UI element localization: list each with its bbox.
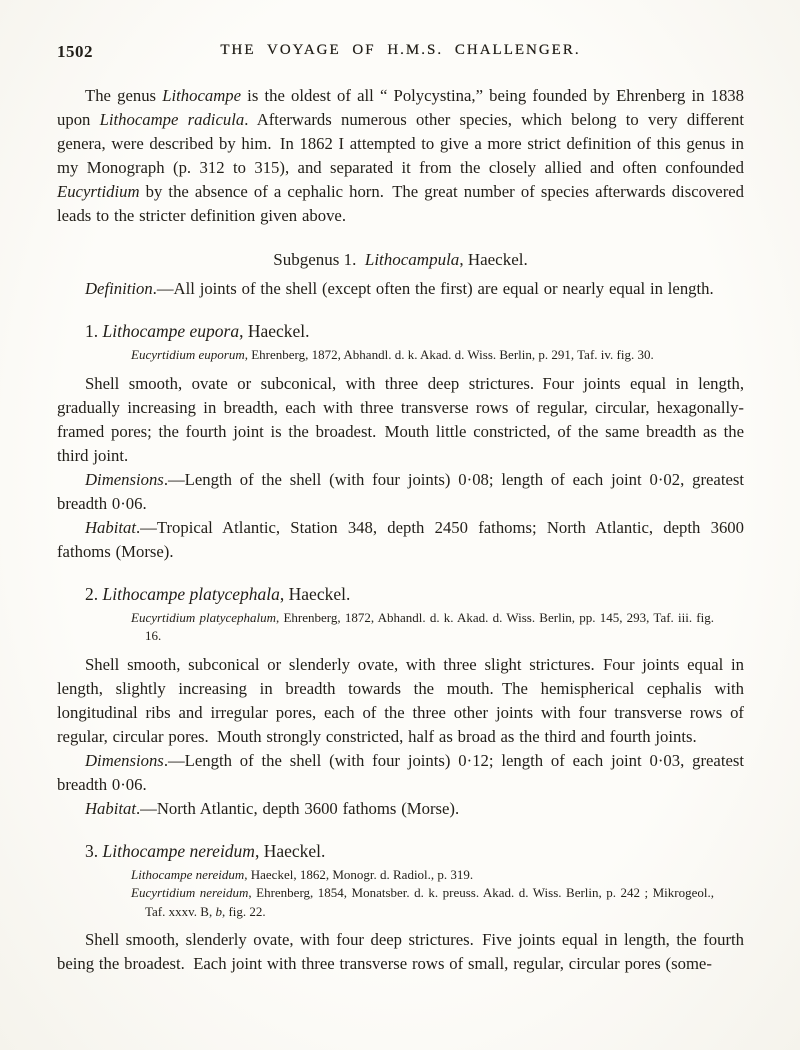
text-segment: .—Length of the shell (with four joints) 0·08; length of each joint 0·02, greatest breadth 0·06.: [57, 469, 744, 513]
italic-text: Dimensions: [85, 469, 164, 489]
text-segment: .—Tropical Atlantic, Station 348, depth 2450 fathoms; North Atlantic, depth 3600 fathoms (Morse).: [57, 517, 744, 561]
italic-text: Eucyrtidium platycephalum: [131, 609, 277, 625]
text-segment: , Haeckel, 1862, Monogr. d. Radiol., p. 319.: [244, 866, 474, 882]
italic-text: Eucyrtidium euporum: [131, 347, 245, 362]
text-segment: .—All joints of the shell (except often the first) are equal or nearly equal in length.: [152, 279, 714, 298]
italic-text: b: [215, 903, 222, 919]
species-1-citations: [57, 346, 744, 365]
species-3-citations: [57, 866, 744, 922]
species-1-dimensions: [57, 468, 744, 516]
species-section-2: [57, 582, 744, 821]
text-segment: Subgenus 1.: [273, 250, 365, 269]
text-segment: 2.: [85, 583, 103, 604]
text-segment: The genus: [85, 86, 163, 105]
italic-text: Lithocampe radicula: [99, 110, 245, 129]
italic-text: Eucyrtidium: [57, 182, 140, 201]
species-section-1: [57, 319, 744, 564]
text-segment: , fig. 22.: [221, 903, 266, 919]
text-segment: is the oldest of all “ Polycystina,” being founded by Ehrenberg in 1838 upon: [57, 86, 744, 129]
definition-paragraph: [57, 277, 744, 301]
text-segment: Shell smooth, subconical or slenderly ovate, with three slight strictures. Four joints equal in length, slightly increasing in breadth towards the mouth. The hemispherical cephalis with longitudinal ribs and irregular pores, each of the three other joints with four transverse rows of regular, circular pores. Mouth strongly constricted, half as broad as the third and fourth joints.: [57, 654, 744, 746]
species-2-dimensions: [57, 749, 744, 797]
species-1-habitat: [57, 516, 744, 564]
italic-text: Lithocampe nereidum: [102, 840, 255, 861]
intro-paragraph: [57, 84, 744, 228]
italic-text: Habitat: [85, 517, 136, 537]
text-segment: , Haeckel.: [459, 250, 528, 269]
subgenus-heading: [57, 248, 744, 272]
species-2-citation: [131, 609, 714, 646]
text-segment: .—North Atlantic, depth 3600 fathoms (Morse).: [136, 798, 460, 818]
italic-text: Eucyrtidium nereidum: [131, 885, 249, 900]
text-segment: , Haeckel.: [239, 321, 310, 341]
italic-text: Lithocampe eupora: [102, 321, 240, 341]
italic-text: Lithocampe platycephala: [102, 583, 280, 604]
species-1-citation: [131, 346, 714, 365]
species-3-citation-1: [131, 866, 714, 885]
italic-text: Lithocampe nereidum: [131, 866, 245, 882]
page-header: [57, 42, 744, 64]
text-segment: by the absence of a cephalic horn. The great number of species afterwards discovered leads to the stricter definition given above.: [57, 182, 744, 225]
text-segment: , Ehrenberg, 1872, Abhandl. d. k. Akad. d. Wiss. Berlin, p. 291, Taf. iv. fig. 30.: [244, 347, 654, 362]
italic-text: Lithocampula: [364, 250, 460, 269]
italic-text: Definition: [85, 279, 153, 298]
italic-text: Habitat: [85, 798, 136, 818]
species-2-heading: [57, 582, 744, 607]
text-segment: , Haeckel.: [279, 583, 351, 604]
text-segment: . Afterwards numerous other species, which belong to very different genera, were described by him. In 1862 I attempted to give a more strict definition of this genus in my Monograph (p. 312 to 315), and separated it from the closely allied and often confounded: [57, 110, 745, 177]
italic-text: Dimensions: [85, 750, 164, 770]
text-segment: , Ehrenberg, 1872, Abhandl. d. k. Akad. d. Wiss. Berlin, pp. 145, 293, Taf. iii. fig. 16.: [145, 609, 714, 643]
species-2-citations: [57, 609, 744, 646]
italic-text: Lithocampe: [162, 86, 242, 105]
text-segment: , Haeckel.: [254, 840, 326, 861]
running-title: THE VOYAGE OF H.M.S. CHALLENGER.: [220, 42, 581, 58]
text-segment: .—Length of the shell (with four joints) 0·12; length of each joint 0·03, greatest breadth 0·06.: [57, 750, 744, 794]
species-section-3: [57, 839, 744, 977]
text-segment: , Ehrenberg, 1854, Monatsber. d. k. preuss. Akad. d. Wiss. Berlin, p. 242 ; Mikrogeol., Taf. xxxv. B,: [145, 885, 714, 919]
species-3-citation-2: [131, 884, 714, 921]
text-segment: Shell smooth, slenderly ovate, with four deep strictures. Five joints equal in length, the fourth being the broadest. Each joint with three transverse rows of small, regular, circular pores (some-: [57, 930, 744, 973]
species-3-heading: [57, 839, 744, 864]
species-1-heading: [57, 319, 744, 344]
species-2-habitat: [57, 797, 744, 821]
page-number: 1502: [57, 42, 93, 61]
species-2-description: [57, 653, 744, 749]
text-segment: Shell smooth, ovate or subconical, with three deep strictures. Four joints equal in length, gradually increasing in breadth, each with three transverse rows of regular, circular, hexagonally-framed pores; the fourth joint is the broadest. Mouth little constricted, of the same breadth as the third joint.: [57, 373, 744, 465]
text-segment: 3.: [85, 840, 103, 861]
species-1-description: [57, 372, 744, 468]
species-3-description: [57, 928, 744, 976]
text-segment: 1.: [85, 321, 103, 341]
